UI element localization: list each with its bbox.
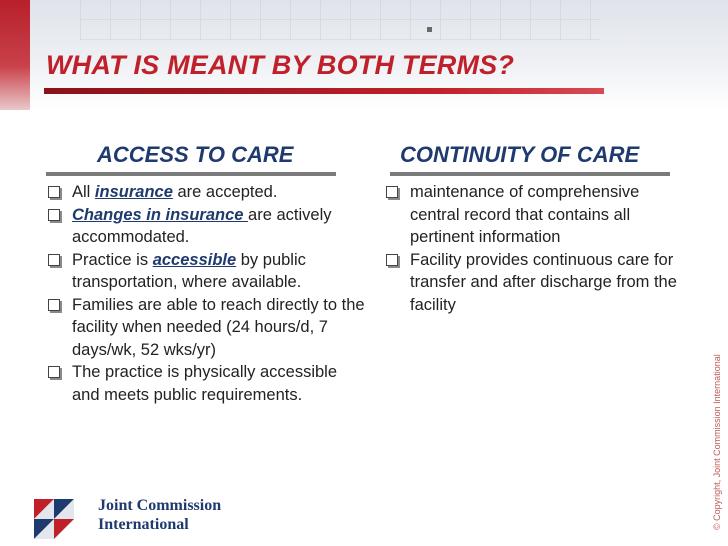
- decorative-square: [427, 27, 432, 32]
- jci-logo-text: [98, 496, 221, 534]
- checkbox-bullet-icon: [48, 254, 60, 266]
- continuity-bullet-list: [384, 181, 684, 316]
- list-item: All insurance are accepted.: [46, 181, 366, 204]
- title-underline: [44, 88, 604, 94]
- checkbox-bullet-icon: [48, 366, 60, 378]
- list-item: Families are able to reach directly to the facility when needed (24 hours/d, 7 days/wk, 52 wks/yr): [46, 294, 366, 362]
- logo-line-1: Joint Commission: [98, 497, 222, 514]
- logo-line-2: International: [98, 516, 189, 533]
- checkbox-bullet-icon: [48, 186, 60, 198]
- access-to-care-heading: ACCESS TO CARE: [97, 142, 294, 167]
- continuity-of-care-heading: CONTINUITY OF CARE: [400, 142, 640, 167]
- left-accent-stripe: [0, 0, 30, 110]
- copyright-notice: © Copyright, Joint Commission International: [712, 354, 722, 530]
- checkbox-bullet-icon: [48, 209, 60, 221]
- list-item: maintenance of comprehensive central record that contains all pertinent information: [384, 181, 684, 249]
- continuity-heading-rule: [390, 172, 670, 176]
- jci-logo-icon: [30, 495, 78, 543]
- list-item: Changes in insurance are actively accommodated.: [46, 204, 366, 249]
- list-item: The practice is physically accessible and meets public requirements.: [46, 361, 366, 406]
- checkbox-bullet-icon: [386, 254, 398, 266]
- checkbox-bullet-icon: [48, 299, 60, 311]
- slide-title: WHAT IS MEANT BY BOTH TERMS?: [46, 50, 515, 80]
- access-bullet-list: [46, 181, 366, 406]
- list-item: Practice is accessible by public transportation, where available.: [46, 249, 366, 294]
- access-heading-rule: [46, 172, 336, 176]
- grid-decoration: [80, 0, 600, 40]
- checkbox-bullet-icon: [386, 186, 398, 198]
- list-item: Facility provides continuous care for transfer and after discharge from the facility: [384, 249, 684, 317]
